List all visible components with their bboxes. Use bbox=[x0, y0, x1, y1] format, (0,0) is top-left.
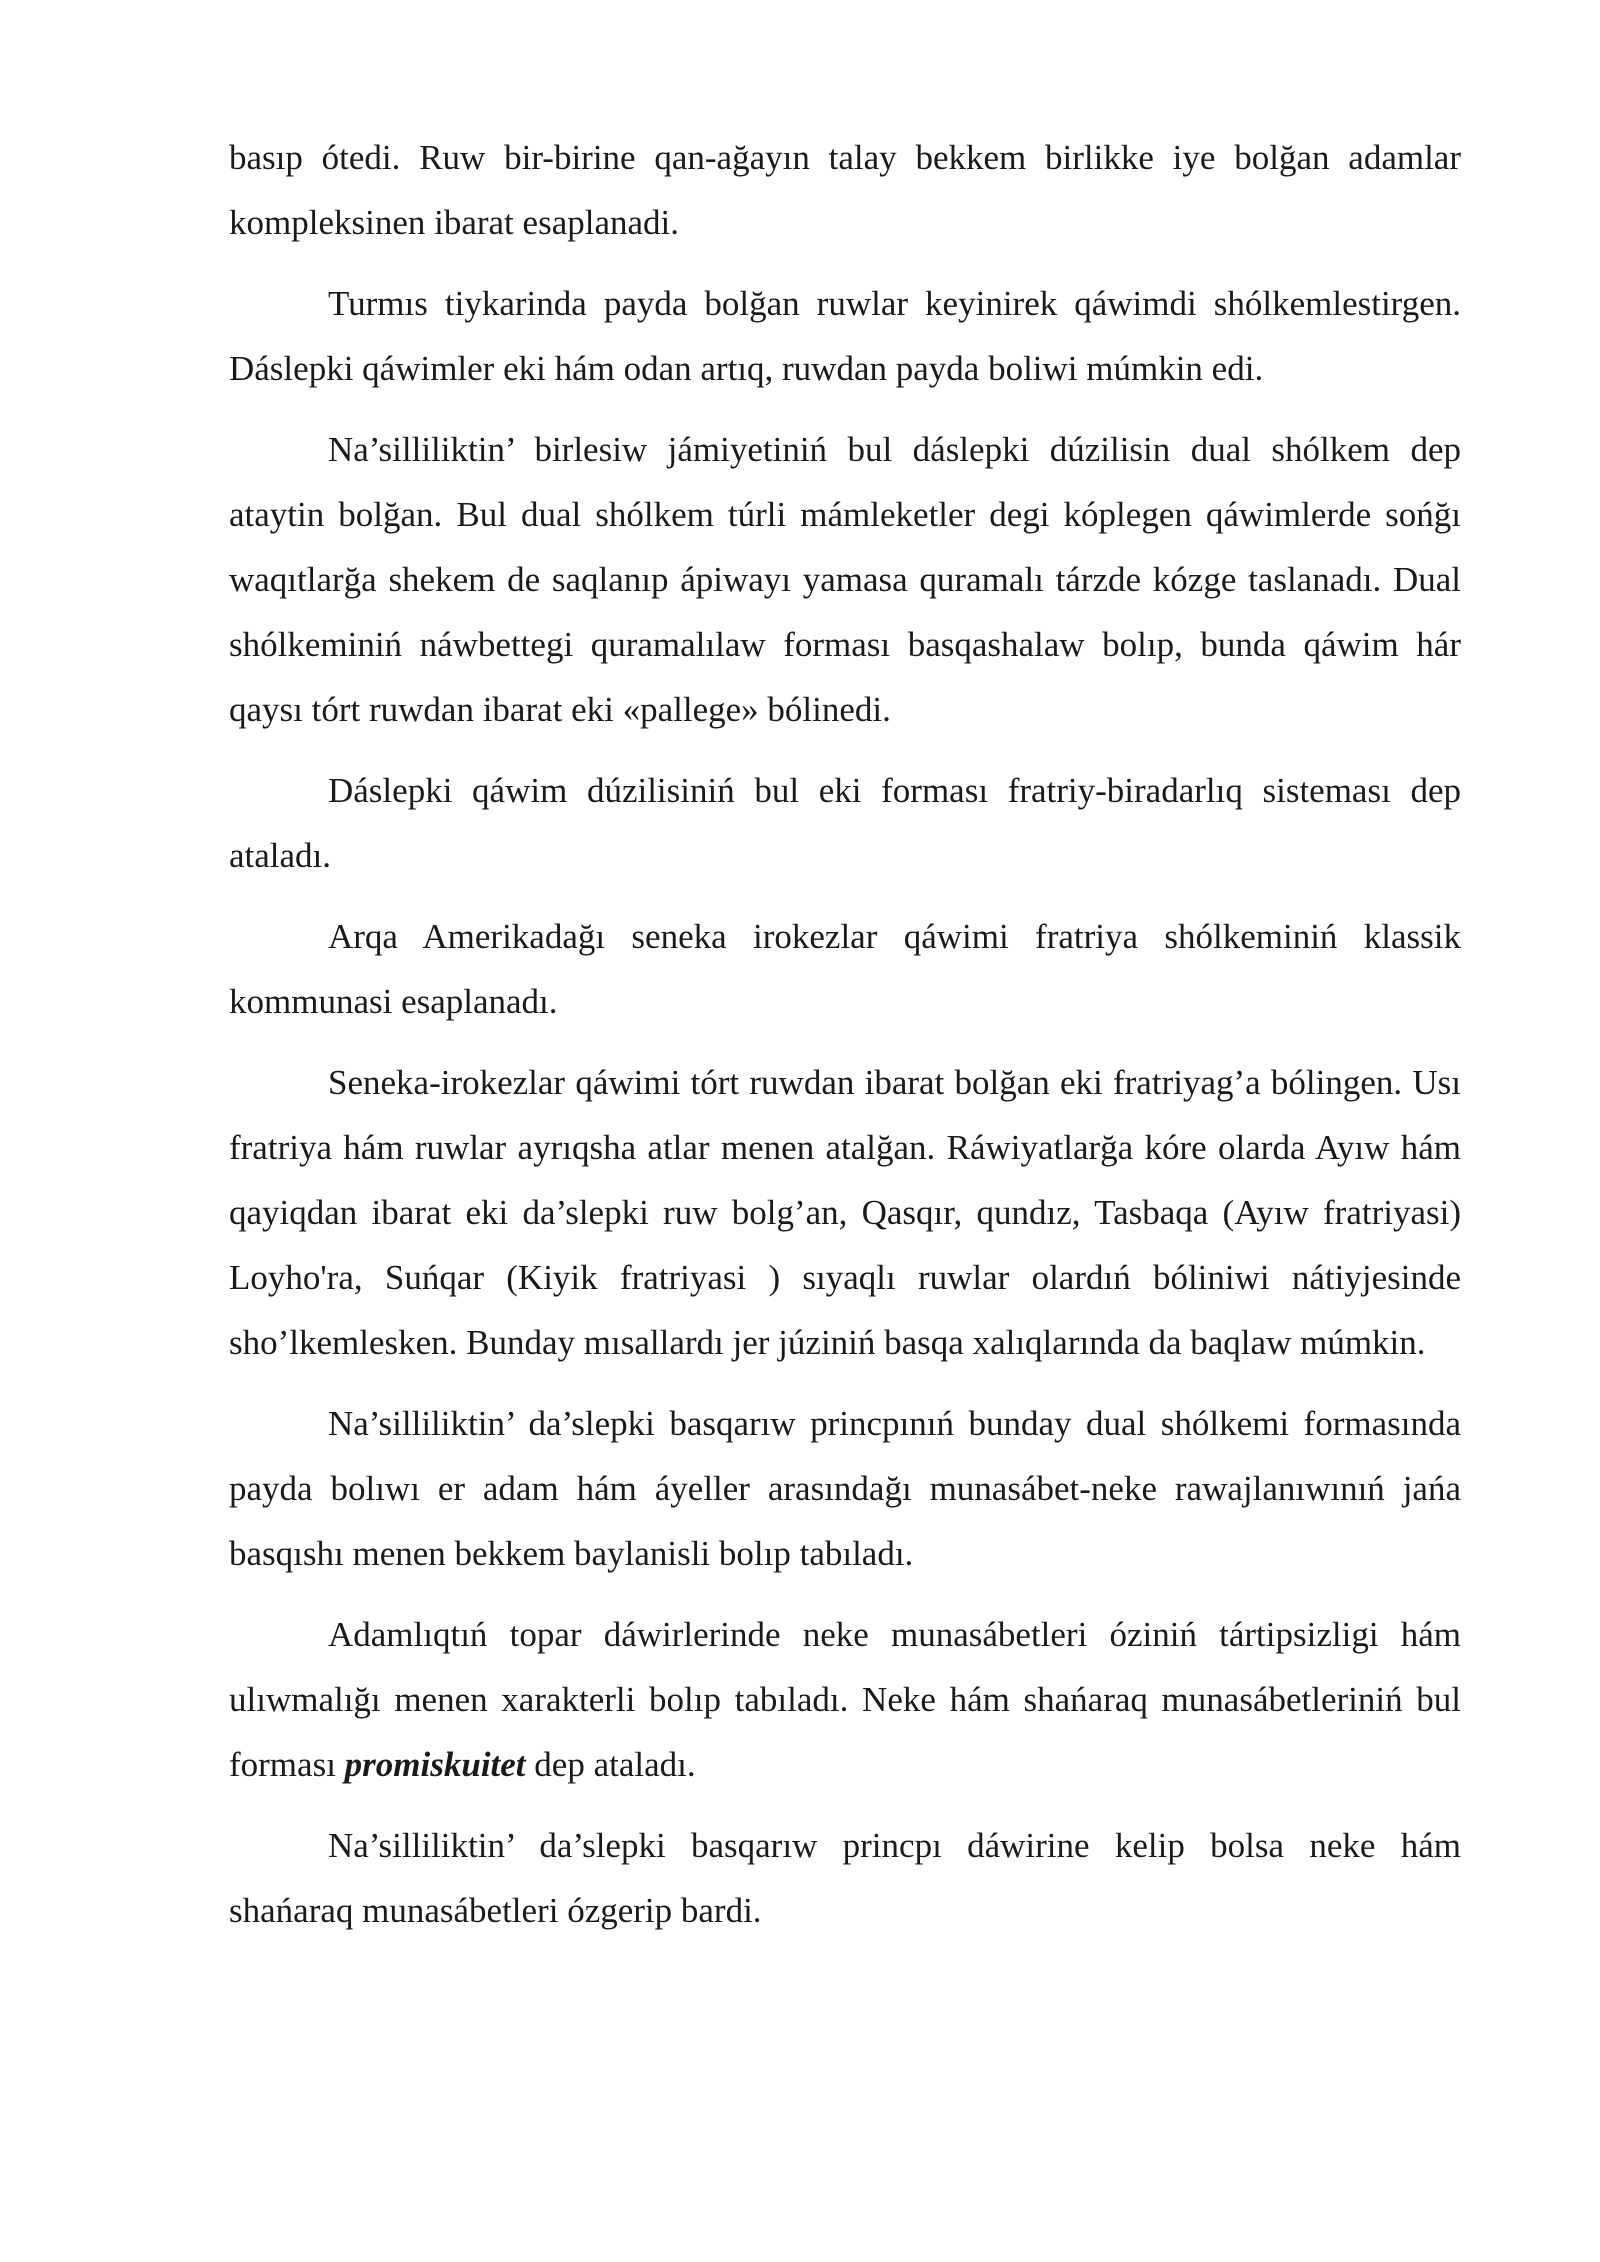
paragraph-1: basıp ótedi. Ruw bir-birine qan-ağayın talay bekkem birlikke iye bolğan adamlar kompleksinen ibarat esaplanadi. bbox=[229, 138, 1461, 242]
paragraph-8 bbox=[229, 1602, 1461, 1797]
paragraph-8-text-before: Adamlıqtıń topar dáwirlerinde neke munasábetleri óziniń tártipsizligi hám ulıwmalığı menen xarakterli bolıp tabıladı. Neke hám shańaraq munasábetleriniń bul forması bbox=[229, 1615, 1461, 1784]
paragraph-9: Na’silliliktin’ da’slepki basqarıw princpı dáwirine kelip bolsa neke hám shańaraq munasábetleri ózgerip bardi. bbox=[229, 1826, 1461, 1930]
document-page bbox=[229, 125, 1461, 1959]
paragraph-4: Dáslepki qáwim dúzilisiniń bul eki forması fratriy-biradarlıq sisteması dep ataladı. bbox=[229, 771, 1461, 875]
paragraph-2: Turmıs tiykarinda payda bolğan ruwlar keyinirek qáwimdi shólkemlestirgen. Dáslepki qáwimler eki hám odan artıq, ruwdan payda boliwi múmkin edi. bbox=[229, 284, 1461, 388]
paragraph-6: Seneka-irokezlar qáwimi tórt ruwdan ibarat bolğan eki fratriyag’a bólingen. Usı fratriya hám ruwlar ayrıqsha atlar menen atalğan. Ráwiyatlarğa kóre olarda Ayıw hám qayiqdan ibarat eki da’slepki ruw bolg’an, Qasqır, qundız, Tasbaqa (Ayıw fratriyasi) Loyho'ra, Suńqar (Kiyik fratriyasi ) sıyaqlı ruwlar olardıń bóliniwi nátiyjesinde sho’lkemlesken. Bunday mısallardı jer júziniń basqa xalıqlarında da baqlaw múmkin. bbox=[229, 1063, 1461, 1362]
paragraph-3: Na’silliliktin’ birlesiw jámiyetiniń bul dáslepki dúzilisin dual shólkem dep ataytin bolğan. Bul dual shólkem túrli mámleketler degi kóplegen qáwimlerde sońğı waqıtlarğa shekem de saqlanıp ápiwayı yamasa quramalı tárzde kózge taslanadı. Dual shólkeminiń náwbettegi quramalılaw forması basqashalaw bolıp, bunda qáwim hár qaysı tórt ruwdan ibarat eki «pallege» bólinedi. bbox=[229, 430, 1461, 729]
paragraph-7: Na’silliliktin’ da’slepki basqarıw princpınıń bunday dual shólkemi formasında payda bolıwı er adam hám áyeller arasındağı munasábet-neke rawajlanıwınıń jańa basqıshı menen bekkem baylanisli bolıp tabıladı. bbox=[229, 1404, 1461, 1573]
paragraph-5: Arqa Amerikadağı seneka irokezlar qáwimi fratriya shólkeminiń klassik kommunasi esaplanadı. bbox=[229, 917, 1461, 1021]
term-promiskuitet: promiskuitet bbox=[344, 1745, 526, 1784]
paragraph-8-text-after: dep ataladı. bbox=[525, 1745, 696, 1784]
